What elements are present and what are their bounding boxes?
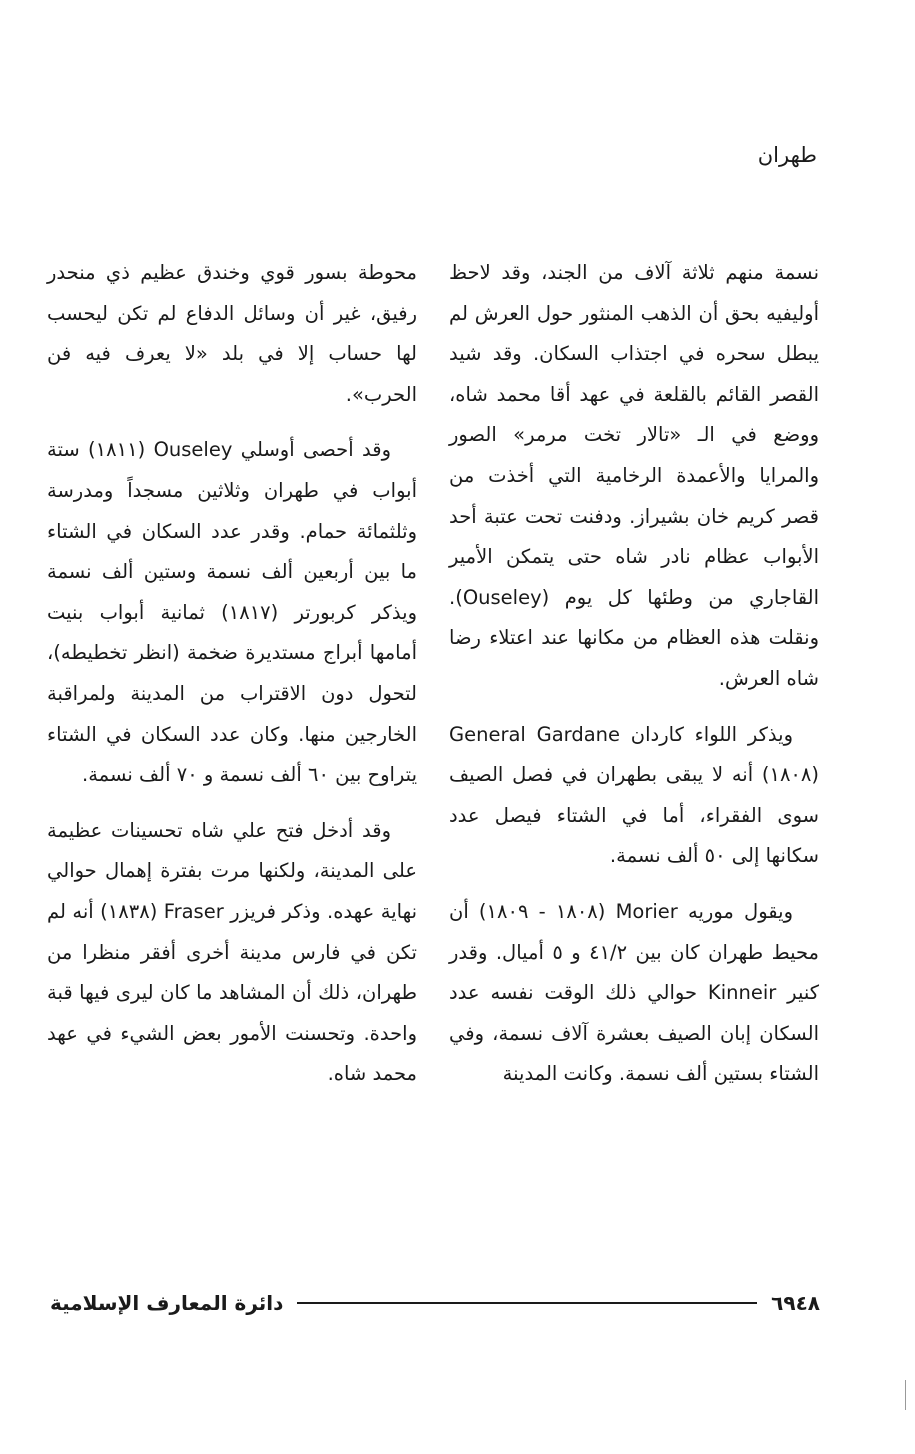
paragraph: ويقول موريه Morier (١٨٠٨ - ١٨٠٩) أن محيط طهران كان بين ٤١/٢ و ٥ أميال. وقدر كنير Kinneir حوالي ذلك الوقت نفسه عدد السكان إبان الصيف بعشرة آلاف نسمة، وفي الشتاء بستين ألف نسمة. وكانت المدينة [449, 899, 819, 1086]
scan-edge-mark [905, 1380, 906, 1410]
paragraph: وقد أدخل فتح علي شاه تحسينات عظيمة على المدينة، ولكنها مرت بفترة إهمال حوالي نهاية عهده. وذكر فريزر Fraser (١٨٣٨) أنه لم تكن في فارس مدينة أخرى أفقر منظرا من طهران، ذلك أن المشاهد ما كان ليرى فيها قبة واحدة. وتحسنت الأمور بعض الشيء في عهد محمد شاه. [47, 818, 418, 1086]
footer-divider [297, 1302, 757, 1304]
left-column [47, 253, 417, 1095]
page-footer [50, 1288, 820, 1318]
publication-title: دائرة المعارف الإسلامية [50, 1291, 284, 1315]
paragraph: وقد أحصى أوسلي Ouseley (١٨١١) ستة أبواب في طهران وثلاثين مسجداً ومدرسة وثلثمائة حمام. وقدر عدد السكان في الشتاء ما بين أربعين ألف نسمة وستين ألف نسمة ويذكر كربورتر (١٨١٧) ثمانية أبواب بنيت أمامها أبراج مستديرة ضخمة (انظر تخطيطه)، لتحول دون الاقتراب من المدينة ولمراقبة الخارجين منها. وكان عدد السكان في الشتاء يتراوح بين ٦٠ ألف نسمة و ٧٠ ألف نسمة. [47, 438, 417, 787]
paragraph: محوطة بسور قوي وخندق عظيم ذي منحدر رفيق، غير أن وسائل الدفاع لم تكن ليحسب لها حساب إلا في بلد «لا يعرف فيه فن الحرب». [47, 261, 417, 406]
paragraph: ويذكر اللواء كاردان General Gardane (١٨٠٨) أنه لا يبقى بطهران في فصل الصيف سوى الفقراء، أما في الشتاء فيصل عدد سكانها إلى ٥٠ ألف نسمة. [449, 722, 819, 868]
paragraph: نسمة منهم ثلاثة آلاف من الجند، وقد لاحظ أوليفيه بحق أن الذهب المنثور حول العرش لم يبطل سحره في اجتذاب السكان. وقد شيد القصر القائم بالقلعة في عهد أقا محمد شاه، ووضع في الـ «تالار تخت مرمر» الصور والمرايا والأعمدة الرخامية التي أخذت من قصر كريم خان بشيراز. ودفنت تحت عتبة أحد الأبواب عظام نادر شاه حتى يتمكن الأمير القاجاري من وطئها كل يوم (Ouseley). ونقلت هذه العظام من مكانها عند اعتلاء رضا شاه العرش. [449, 261, 819, 690]
running-head: طهران [757, 143, 817, 167]
page-number: ٦٩٤٨ [771, 1291, 820, 1315]
right-column [449, 253, 819, 1095]
